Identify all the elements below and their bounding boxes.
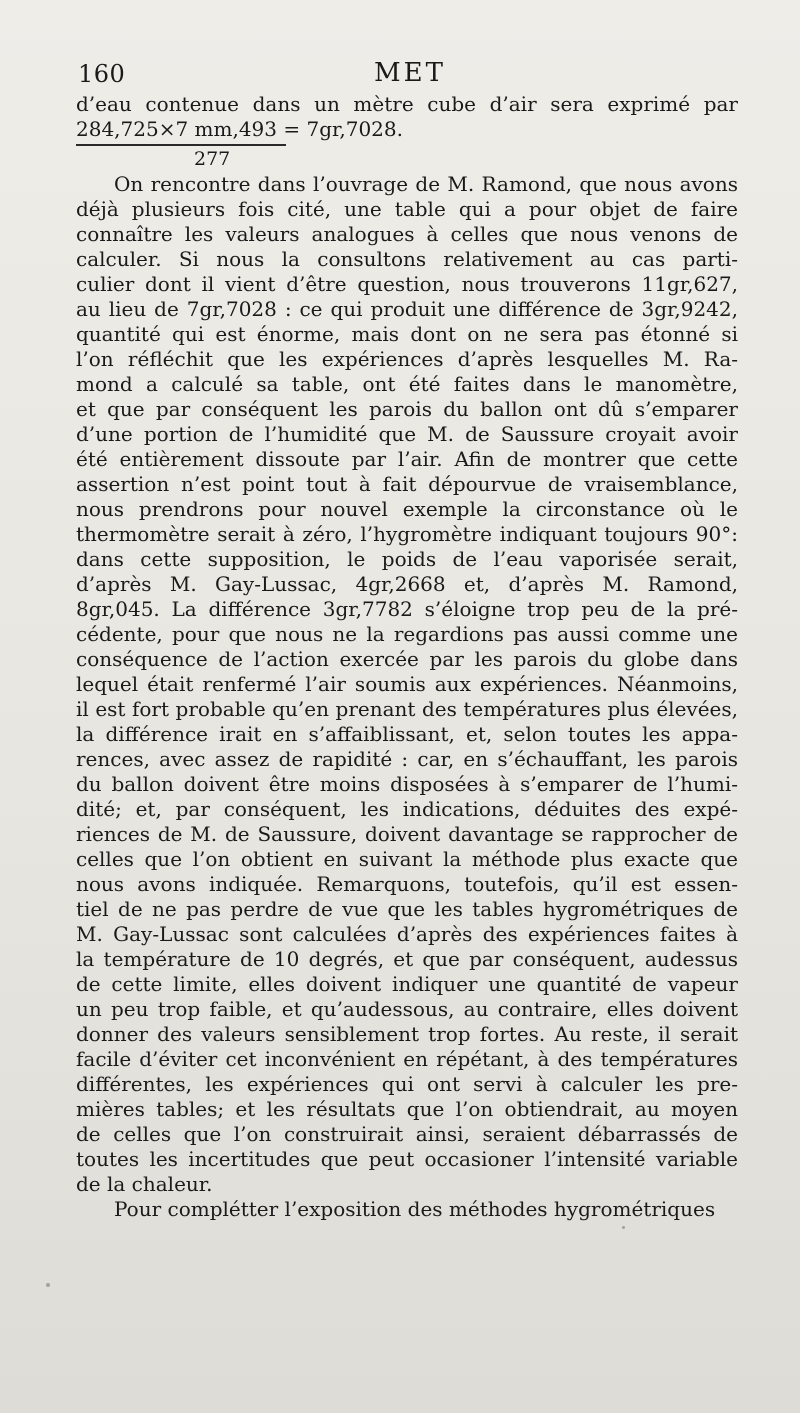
text-line: On rencontre dans l’ouvrage de M. Ramond, que nous avons — [114, 172, 738, 196]
text-line: dité; et, par conséquent, les indications, déduites des expé- — [76, 797, 738, 821]
text-line: un peu trop faible, et qu’audessous, au contraire, elles doivent — [76, 997, 738, 1021]
text-line: d’une portion de l’humidité que M. de Saussure croyait avoir — [76, 422, 738, 446]
text-line: au lieu de 7gr,7028 : ce qui produit une différence de 3gr,9242, — [76, 297, 738, 321]
text-line: rences, avec assez de rapidité : car, en s’échauffant, les parois — [76, 747, 738, 771]
text-line-final: Pour complétter l’exposition des méthodes hygrométriques — [114, 1197, 716, 1221]
text-line: conséquence de l’action exercée par les parois du globe dans — [76, 647, 738, 671]
text-line: d’eau contenue dans un mètre cube d’air sera exprimé par — [76, 92, 738, 116]
text-line: connaître les valeurs analogues à celles que nous venons de — [76, 222, 738, 246]
paper-spot — [46, 1283, 50, 1287]
text-line: différentes, les expériences qui ont servi à calculer les pre- — [76, 1072, 738, 1096]
main-paragraph — [76, 172, 738, 1197]
text-line: mond a calculé sa table, ont été faites dans le manomètre, — [76, 372, 738, 396]
text-line: l’on réfléchit que les expériences d’après lesquelles M. Ra- — [76, 347, 738, 371]
text-line: il est fort probable qu’en prenant des températures plus élevées, — [76, 697, 738, 721]
text-line: été entièrement dissoute par l’air. Afin de montrer que cette — [76, 447, 738, 471]
text-line: cédente, pour que nous ne la regardions pas aussi comme une — [76, 622, 738, 646]
text-line: du ballon doivent être moins disposées à s’emparer de l’humi- — [76, 772, 738, 796]
text-line: déjà plusieurs fois cité, une table qui a pour objet de faire — [76, 197, 738, 221]
text-line: M. Gay-Lussac sont calculées d’après des expériences faites à — [76, 922, 738, 946]
text-line: assertion n’est point tout à fait dépourvue de vraisemblance, — [76, 472, 738, 496]
text-line: de la chaleur. — [76, 1172, 213, 1196]
running-head: MET — [374, 58, 446, 88]
text-line: calculer. Si nous la consultons relativement au cas parti- — [76, 247, 738, 271]
text-line: nous prendrons pour nouvel exemple la circonstance où le — [76, 497, 738, 521]
text-line: celles que l’on obtient en suivant la méthode plus exacte que — [76, 847, 738, 871]
body-text — [76, 92, 738, 1222]
text-line: quantité qui est énorme, mais dont on ne sera pas étonné si — [76, 322, 738, 346]
text-line: toutes les incertitudes que peut occasioner l’intensité variable — [76, 1147, 738, 1171]
note-number: 277 — [194, 148, 231, 170]
text-line: thermomètre serait à zéro, l’hygromètre indiquant toujours 90°: — [76, 522, 738, 546]
text-line: culier dont il vient d’être question, nous trouverons 11gr,627, — [76, 272, 738, 296]
page-header — [78, 58, 742, 90]
text-line: tiel de ne pas perdre de vue que les tables hygrométriques de — [76, 897, 738, 921]
text-line: la température de 10 degrés, et que par conséquent, audessus — [76, 947, 738, 971]
text-line: 8gr,045. La différence 3gr,7782 s’éloigne trop peu de la pré- — [76, 597, 738, 621]
text-line: d’après M. Gay-Lussac, 4gr,2668 et, d’après M. Ramond, — [76, 572, 738, 596]
text-line: nous avons indiquée. Remarquons, toutefois, qu’il est essen- — [76, 872, 738, 896]
text-line: la différence irait en s’affaiblissant, et, selon toutes les appa- — [76, 722, 738, 746]
text-line: mières tables; et les résultats que l’on obtiendrait, au moyen — [76, 1097, 738, 1121]
text-line: de cette limite, elles doivent indiquer une quantité de vapeur — [76, 972, 738, 996]
text-line: facile d’éviter cet inconvénient en répétant, à des températures — [76, 1047, 738, 1071]
text-line: lequel était renfermé l’air soumis aux expériences. Néanmoins, — [76, 672, 738, 696]
text-line: donner des valeurs sensiblement trop fortes. Au reste, il serait — [76, 1022, 738, 1046]
text-line: riences de M. de Saussure, doivent davantage se rapprocher de — [76, 822, 738, 846]
page-number: 160 — [78, 60, 126, 88]
paper-spot — [622, 1226, 625, 1229]
text-line: et que par conséquent les parois du ballon ont dû s’emparer — [76, 397, 738, 421]
formula-line: 284,725×7 mm,493 = 7gr,7028. — [76, 117, 403, 141]
text-line: dans cette supposition, le poids de l’eau vaporisée serait, — [76, 547, 738, 571]
text-line: de celles que l’on construirait ainsi, seraient débarrassés de — [76, 1122, 738, 1146]
